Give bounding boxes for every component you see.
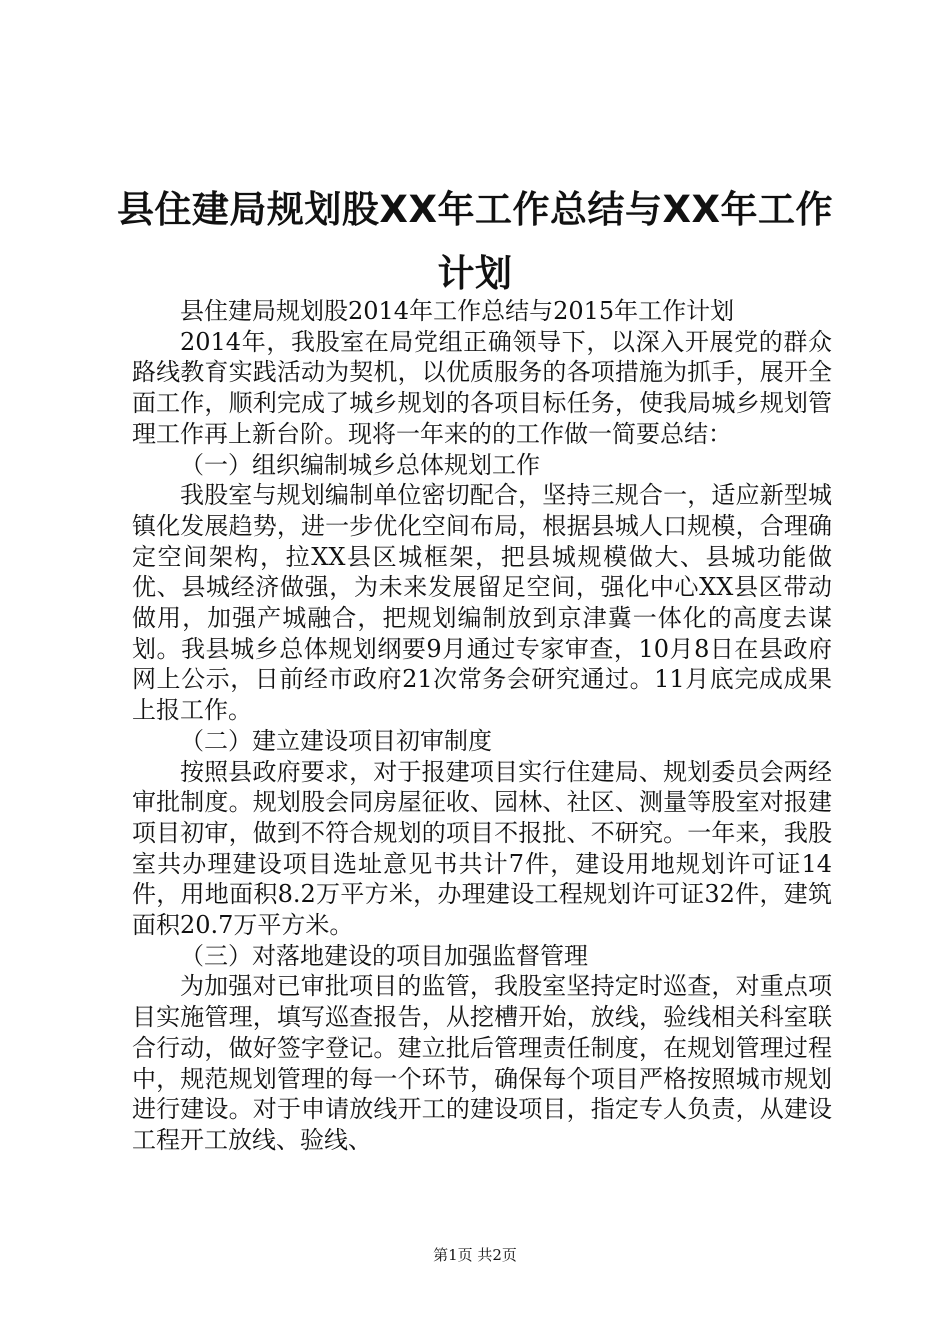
section-heading-1: （一）组织编制城乡总体规划工作	[180, 450, 540, 479]
section-heading-3: （三）对落地建设的项目加强监督管理	[180, 941, 588, 970]
paragraph-section-3: 为加强对已审批项目的监管，我股室坚持定时巡查，对重点项目实施管理，填写巡查报告，从挖槽开始，放线，验线相关科室联合行动，做好签字登记。建立批后管理责任制度，在规划管理过程中，规范规划管理的每一个环节，确保每个项目严格按照城市规划进行建设。对于申请放线开工的建设项目，指定专人负责，从建设工程开工放线、验线、	[132, 972, 832, 1154]
paragraph-intro: 2014年，我股室在局党组正确领导下，以深入开展党的群众路线教育实践活动为契机，以优质服务的各项措施为抓手，展开全面工作，顺利完成了城乡规划的各项目标任务，使我局城乡规划管理工作再上新台阶。现将一年来的的工作做一简要总结：	[132, 327, 832, 448]
subtitle-line: 县住建局规划股2014年工作总结与2015年工作计划	[180, 297, 735, 325]
paragraph-section-1: 我股室与规划编制单位密切配合，坚持三规合一，适应新型城镇化发展趋势，进一步优化空间布局，根据县城人口规模，合理确定空间架构，拉XX县区城框架，把县城规模做大、县城功能做优、县城经济做强，为未来发展留足空间，强化中心XX县区带动做用，加强产城融合，把规划编制放到京津冀一体化的高度去谋划。我县城乡总体规划纲要9月通过专家审查，10月8日在县政府网上公示，日前经市政府21次常务会研究通过。11月底完成成果上报工作。	[132, 481, 832, 725]
page-number-footer: 第1页 共2页	[433, 1246, 517, 1264]
paragraph-section-2: 按照县政府要求，对于报建项目实行住建局、规划委员会两经审批制度。规划股会同房屋征收、园林、社区、测量等股室对报建项目初审，做到不符合规划的项目不报批、不研究。一年来，我股室共办理建设项目选址意见书共计7件，建设用地规划许可证14件，用地面积8.2万平方米，办理建设工程规划许可证32件，建筑面积20.7万平方米。	[132, 757, 832, 940]
section-heading-2: （二）建立建设项目初审制度	[180, 726, 492, 755]
document-title: 县住建局规划股XX年工作总结与XX年工作计划	[116, 188, 834, 295]
document-body	[132, 296, 832, 1156]
